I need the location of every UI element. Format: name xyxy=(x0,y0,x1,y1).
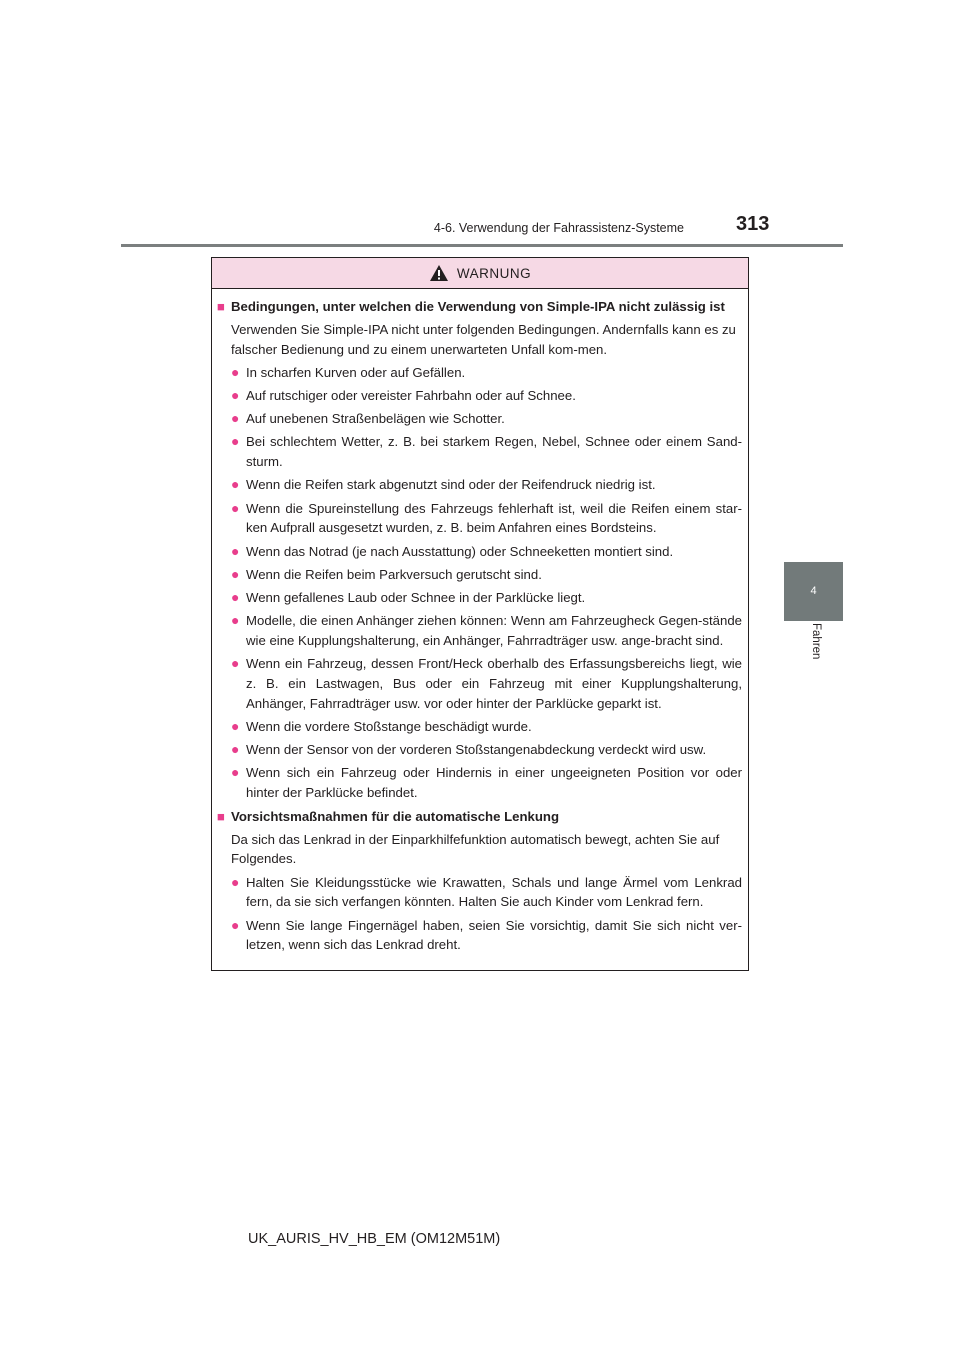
section-heading xyxy=(217,297,742,317)
round-bullet-icon: ● xyxy=(231,410,240,427)
list-item-text: Wenn sich ein Fahrzeug oder Hindernis in einer ungeeigneten Position vor oder hinter der Parklücke befindet. xyxy=(246,765,742,800)
list-item-text: Wenn die Spureinstellung des Fahrzeugs fehlerhaft ist, weil die Reifen einem star-ken Aufprall ausgesetzt wurden, z. B. beim Anfahren eines Bordsteins. xyxy=(246,500,742,536)
round-bullet-icon: ● xyxy=(231,476,240,493)
list-item-text: In scharfen Kurven oder auf Gefällen. xyxy=(246,364,466,380)
section-heading xyxy=(217,807,742,827)
list-item-text: Wenn die Reifen beim Parkversuch gerutscht sind. xyxy=(246,566,542,582)
list-item xyxy=(231,565,742,585)
section-intro: Verwenden Sie Simple-IPA nicht unter folgenden Bedingungen. Andernfalls kann es zu falscher Bedienung und zu einem unerwarteten Unfall kom-men. xyxy=(231,321,736,357)
list-item xyxy=(231,654,742,713)
list-item-text: Halten Sie Kleidungsstücke wie Krawatten, Schals und lange Ärmel vom Lenkrad fern, da sie sich verfangen könnten. Halten Sie auch Kinder vom Lenkrad fern. xyxy=(246,874,742,910)
list-item-text: Modelle, die einen Anhänger ziehen können: Wenn am Fahrzeugheck Gegen-stände wie eine Kupplungshalterung, ein Anhänger, Fahrradträger usw. ange-bracht sind. xyxy=(246,613,742,648)
list-item-text: Bei schlechtem Wetter, z. B. bei starkem Regen, Nebel, Schnee oder einem Sand-sturm. xyxy=(246,434,742,470)
section-intro: Da sich das Lenkrad in der Einparkhilfefunktion automatisch bewegt, achten Sie auf Folgendes. xyxy=(231,831,720,867)
list-item-text: Auf unebenen Straßenbelägen wie Schotter. xyxy=(246,411,505,427)
list-item xyxy=(231,611,742,651)
round-bullet-icon: ● xyxy=(231,386,240,403)
list-item xyxy=(231,386,742,406)
warning-title: WARNUNG xyxy=(456,265,532,281)
round-bullet-icon: ● xyxy=(231,565,240,582)
list-item xyxy=(231,588,742,608)
chapter-tab: 4 xyxy=(784,562,843,621)
round-bullet-icon: ● xyxy=(231,741,240,758)
list-item xyxy=(231,363,742,383)
warning-triangle-icon xyxy=(429,264,449,282)
list-item-text: Wenn der Sensor von der vorderen Stoßstangenabdeckung verdeckt wird usw. xyxy=(246,742,707,758)
chapter-label: Fahren xyxy=(810,623,822,660)
header-divider xyxy=(121,244,843,247)
warning-header xyxy=(212,258,748,289)
round-bullet-icon: ● xyxy=(231,588,240,605)
round-bullet-icon: ● xyxy=(231,542,240,559)
list-item-text: Wenn das Notrad (je nach Ausstattung) oder Schneeketten montiert sind. xyxy=(246,543,674,559)
round-bullet-icon: ● xyxy=(231,499,240,516)
warning-body xyxy=(212,289,748,955)
square-bullet-icon: ■ xyxy=(217,808,225,824)
list-item-text: Wenn Sie lange Fingernägel haben, seien Sie vorsichtig, damit Sie sich nicht ver-letzen, wenn sich das Lenkrad dreht. xyxy=(246,917,742,953)
round-bullet-icon: ● xyxy=(231,433,240,450)
list-item xyxy=(231,763,742,803)
round-bullet-icon: ● xyxy=(231,873,240,890)
list-item xyxy=(231,475,742,495)
list-item-text: Wenn ein Fahrzeug, dessen Front/Heck oberhalb des Erfassungsbereichs liegt, wie z. B. ein Lastwagen, Bus oder ein Fahrzeug mit einer Kupplungshalterung, Anhänger, Fahrradträger usw. vor oder hinter der Parklücke geparkt ist. xyxy=(246,656,742,711)
list-item xyxy=(231,740,742,760)
round-bullet-icon: ● xyxy=(231,916,240,933)
list-item-text: Wenn die Reifen stark abgenutzt sind oder der Reifendruck niedrig ist. xyxy=(246,477,656,493)
list-item xyxy=(231,717,742,737)
round-bullet-icon: ● xyxy=(231,612,240,629)
list-item-text: Wenn gefallenes Laub oder Schnee in der Parklücke liegt. xyxy=(246,589,586,605)
round-bullet-icon: ● xyxy=(231,363,240,380)
round-bullet-icon: ● xyxy=(231,717,240,734)
list-item xyxy=(231,542,742,562)
list-item xyxy=(231,499,742,539)
section-title: 4-6. Verwendung der Fahrassistenz-Systeme xyxy=(433,221,684,235)
list-item-text: Auf rutschiger oder vereister Fahrbahn oder auf Schnee. xyxy=(246,387,576,403)
section-heading-text: Vorsichtsmaßnahmen für die automatische Lenkung xyxy=(231,808,560,824)
manual-id: UK_AURIS_HV_HB_EM (OM12M51M) xyxy=(248,1231,501,1247)
list-item xyxy=(231,409,742,429)
round-bullet-icon: ● xyxy=(231,655,240,672)
page-number: 313 xyxy=(736,213,770,235)
list-item xyxy=(231,432,742,472)
round-bullet-icon: ● xyxy=(231,764,240,781)
list-item xyxy=(231,873,742,913)
section-heading-text: Bedingungen, unter welchen die Verwendung von Simple-IPA nicht zulässig ist xyxy=(231,299,725,314)
list-item xyxy=(231,916,742,956)
list-item-text: Wenn die vordere Stoßstange beschädigt wurde. xyxy=(246,718,532,734)
square-bullet-icon: ■ xyxy=(217,299,225,314)
warning-box xyxy=(211,257,749,971)
